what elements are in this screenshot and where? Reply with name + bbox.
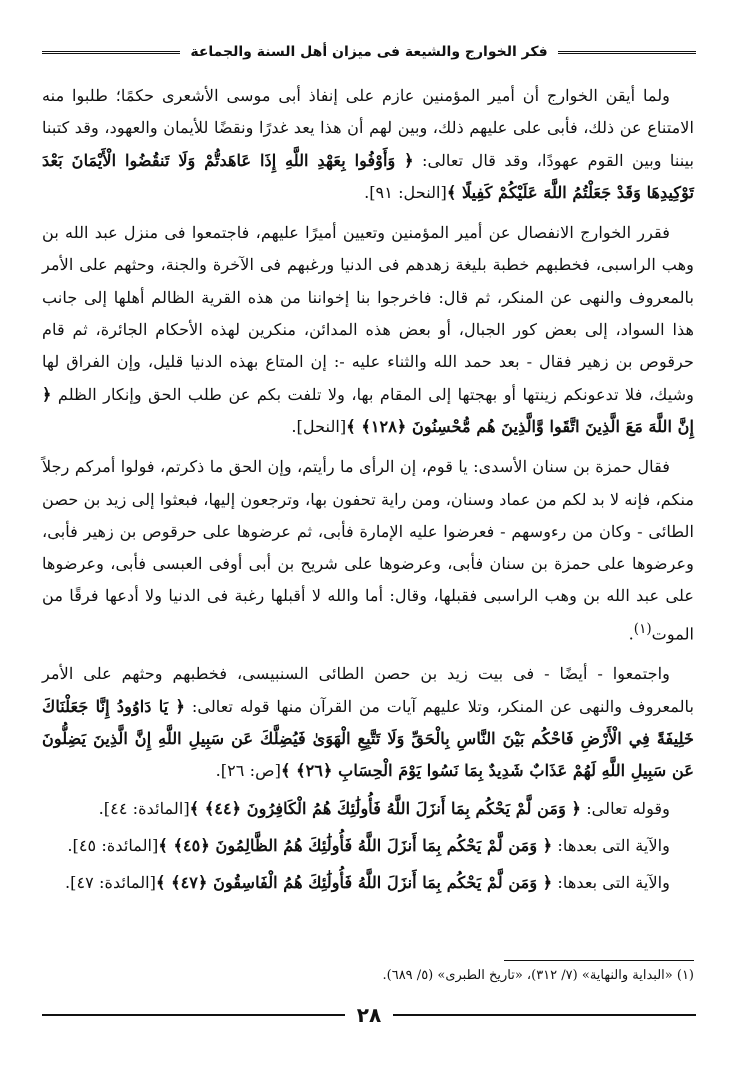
quran-verse: ﴿ إِنَّ اللَّهَ مَعَ الَّذِينَ اتَّقَوا وَّالَّذِينَ هُم مُّحْسِنُونَ ﴿١٢٨﴾ ﴾ bbox=[42, 384, 694, 436]
running-header bbox=[42, 40, 696, 64]
paragraph-3 bbox=[42, 451, 694, 650]
verse-lead: والآية التى بعدها: bbox=[552, 835, 670, 855]
footnote: (١) «البداية والنهاية» (٧/ ٣١٢)، «تاريخ الطبرى» (٥/ ٦٨٩). bbox=[382, 968, 694, 983]
quran-verse: ﴿ وَمَن لَّمْ يَحْكُم بِمَا أَنزَلَ اللَّهُ فَأُولَٰئِكَ هُمُ الْكَافِرُونَ ﴿٤٤﴾ ﴾ bbox=[189, 798, 582, 818]
footnote-separator bbox=[504, 960, 694, 961]
paragraph-text: واجتمعوا - أيضًا - فى بيت زيد بن حصن الطائى السنبيسى، فخطبهم وحثهم على الأمر بالمعروف والنهى عن المنكر، وتلا عليهم آيات من القرآن منها قوله تعالى: bbox=[42, 664, 694, 716]
verse-line-1 bbox=[42, 793, 694, 825]
paragraph-1 bbox=[42, 80, 694, 209]
header-rule-left bbox=[42, 51, 180, 54]
paragraph-4 bbox=[42, 658, 694, 899]
paragraph-text: فقال حمزة بن سنان الأسدى: يا قوم، إن الرأى ما رأيتم، وإن الحق ما ذكرتم، فولوا أمركم رجلاً منكم، فإنه لا بد لكم من عماد وسنان، ومن راية تحفون بها، وترجعون إليها، فبعثوا إلى زيد بن حصن الطائى - وكان من رءوسهم - فعرضوا عليه الإمارة فأبى، ثم عرضوها على حرقوص بن زهير فأبى، وعرضوها على حمزة بن سنان فأبى، وعرضوها على شريح بن أبى أوفى العبسى فأبى، وعرضوها على عبد الله بن وهب الراسبى فقبلها، وقال: أما والله لا أقبلها رغبة فى الدنيا ولا أدعها فرقًا من الموت bbox=[42, 457, 694, 644]
verse-lead: وقوله تعالى: bbox=[581, 798, 670, 818]
quran-verse: ﴿ وَأَوْفُوا بِعَهْدِ اللَّهِ إِذَا عَاهَدتُّمْ وَلَا تَنقُضُوا الْأَيْمَانَ بَعْدَ تَوْكِيدِهَا وَقَدْ جَعَلْتُمُ اللَّهَ عَلَيْكُمْ كَفِيلًا ﴾ bbox=[42, 150, 694, 202]
page-footer bbox=[42, 1003, 696, 1027]
footer-rule-right bbox=[393, 1014, 696, 1016]
quran-verse: ﴿ يَا دَاوُودُ إِنَّا جَعَلْنَاكَ خَلِيفَةً فِي الْأَرْضِ فَاحْكُم بَيْنَ النَّاسِ بِالْحَقِّ وَلَا تَتَّبِعِ الْهَوَىٰ فَيُضِلَّكَ عَن سَبِيلِ اللَّهِ إِنَّ الَّذِينَ يَضِلُّونَ عَن سَبِيلِ اللَّهِ لَهُمْ عَذَابٌ شَدِيدٌ بِمَا نَسُوا يَوْمَ الْحِسَابِ ﴿٢٦﴾ ﴾ bbox=[42, 696, 694, 781]
main-text bbox=[42, 80, 694, 908]
header-title: فكر الخوارج والشيعة فى ميزان أهل السنة والجماعة bbox=[190, 44, 548, 60]
verse-reference: [النحل]. bbox=[291, 416, 347, 436]
verse-lead: والآية التى بعدها: bbox=[552, 873, 670, 893]
paragraph-text: ولما أيقن الخوارج أن أمير المؤمنين عازم على إنفاذ أبى موسى الأشعرى حكمًا؛ طلبوا منه الامتناع عن ذلك، فأبى على عليهم ذلك، وبين لهم أن هذا يعد غدرًا ونقضًا للأيمان والعهود، وقد كتبنا بيننا وبين القوم عهودًا، وقد قال تعالى: bbox=[42, 86, 694, 170]
verse-reference: [ص: ٢٦]. bbox=[215, 761, 281, 781]
footer-rule-left bbox=[42, 1014, 345, 1016]
verse-line-3 bbox=[42, 867, 694, 899]
header-rule-right bbox=[558, 51, 696, 54]
paragraph-text: فقرر الخوارج الانفصال عن أمير المؤمنين وتعيين أميرًا عليهم، فاجتمعوا فى منزل عبد الله بن وهب الراسبى، فخطبهم خطبة بليغة زهدهم فى الدنيا ورغبهم فى الآخرة والجنة، وحثهم على الأمر بالمعروف والنهى عن المنكر، ثم قال: فاخرجوا بنا إخواننا من هذه القرية الظالم أهلها إلى جانب هذا السواد، إلى بعض كور الجبال، أو بعض هذه المدائن، منكرين لهذه الأحكام الجائرة، ثم قام حرقوص بن زهير فقال - بعد حمد الله والثناء عليه -: إن المتاع بهذه الدنيا قليل، وإن الفراق لها وشيك، فلا تدعونكم زينتها أو بهجتها إلى المقام بها، ولا تلفت بكم عن طلب الحق وإنكار الظلم bbox=[42, 223, 694, 404]
page-number: ٢٨ bbox=[356, 1003, 382, 1027]
footnote-marker: (١) bbox=[633, 620, 652, 637]
verse-reference: [المائدة: ٤٤]. bbox=[98, 798, 190, 818]
quran-verse: ﴿ وَمَن لَّمْ يَحْكُم بِمَا أَنزَلَ اللَّهُ فَأُولَٰئِكَ هُمُ الظَّالِمُونَ ﴿٤٥﴾ ﴾ bbox=[158, 835, 553, 855]
verse-line-2 bbox=[42, 830, 694, 862]
quran-verse: ﴿ وَمَن لَّمْ يَحْكُم بِمَا أَنزَلَ اللَّهُ فَأُولَٰئِكَ هُمُ الْفَاسِقُونَ ﴿٤٧﴾ ﴾ bbox=[156, 873, 553, 893]
paragraph-2 bbox=[42, 217, 694, 443]
verse-reference: [المائدة: ٤٧]. bbox=[65, 873, 156, 893]
verse-reference: [النحل: ٩١]. bbox=[364, 182, 447, 202]
sentence-end: . bbox=[628, 624, 634, 644]
verse-reference: [المائدة: ٤٥]. bbox=[67, 835, 159, 855]
